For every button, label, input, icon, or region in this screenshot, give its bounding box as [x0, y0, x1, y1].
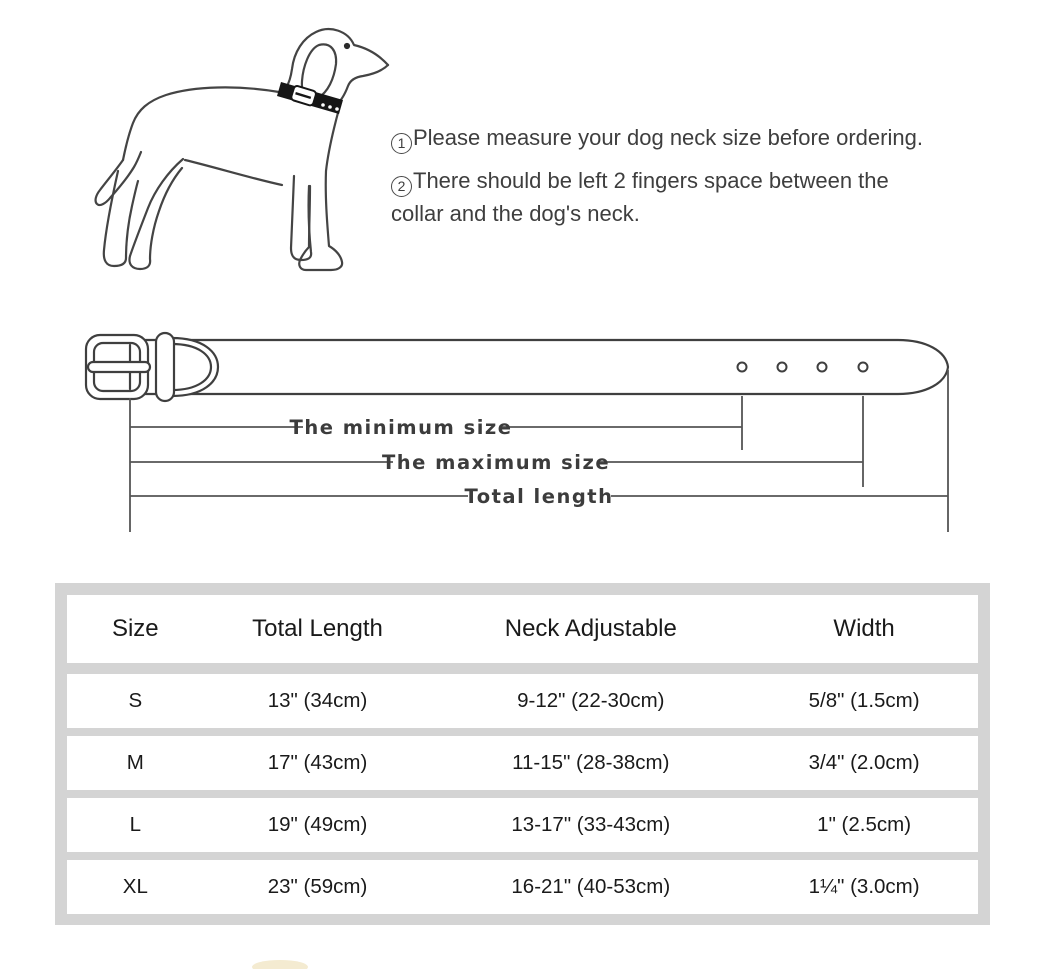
table-cell: M — [126, 751, 144, 774]
instruction-item — [391, 164, 999, 230]
header-cell: Width — [833, 615, 895, 642]
instruction-item — [391, 121, 999, 154]
dog-eye — [344, 43, 350, 49]
table-row — [67, 798, 978, 852]
table-row — [67, 674, 978, 728]
size-chart — [55, 583, 990, 925]
collar-keeper-loop — [156, 333, 174, 401]
collar-buckle-prong — [88, 362, 150, 372]
measurement-instructions — [391, 121, 999, 240]
dog-illustration — [90, 8, 412, 300]
dog-jaw-outline — [336, 65, 388, 105]
collar-measurement-diagram — [60, 330, 955, 540]
dog-rear-near-leg — [129, 159, 183, 269]
table-cell: 13" (34cm) — [267, 689, 368, 712]
table-cell: 9-12" (22-30cm) — [517, 689, 665, 712]
table-cell: 3/4" (2.0cm) — [808, 751, 920, 774]
table-cell: 1" (2.5cm) — [817, 813, 912, 836]
table-cell: 17" (43cm) — [267, 751, 368, 774]
table-cell: 19" (49cm) — [267, 813, 368, 836]
table-row — [67, 860, 978, 914]
table-cell: L — [129, 813, 142, 836]
header-cell: Size — [111, 615, 159, 642]
header-cell: Total Length — [252, 615, 383, 642]
table-cell: 5/8" (1.5cm) — [808, 689, 920, 712]
cut-off-logo-fragment — [252, 960, 308, 969]
dog-front-near-leg — [299, 109, 342, 270]
maximum-size-label: The maximum size — [381, 451, 611, 474]
dog-belly-line — [185, 160, 282, 185]
instruction-text: Please measure your dog neck size before ordering. — [413, 125, 923, 150]
total-length-label: Total length — [464, 485, 614, 508]
header-cell: Neck Adjustable — [504, 615, 677, 642]
minimum-size-label: The minimum size — [289, 416, 513, 439]
dog-back-outline — [123, 87, 279, 160]
table-cell: 1¼" (3.0cm) — [808, 875, 920, 898]
table-cell: 11-15" (28-38cm) — [512, 751, 670, 774]
instruction-text: collar and the dog's neck. — [391, 201, 640, 226]
dog-collar-buckle — [290, 85, 316, 106]
table-cell: 23" (59cm) — [267, 875, 368, 898]
table-cell: 16-21" (40-53cm) — [511, 875, 671, 898]
circled-number-icon: 2 — [391, 176, 412, 197]
instruction-text: There should be left 2 fingers space between the — [413, 168, 889, 193]
circled-number-icon: 1 — [391, 133, 412, 154]
size-chart-header-row — [67, 595, 978, 663]
table-cell: XL — [122, 875, 148, 898]
table-cell: S — [128, 689, 143, 712]
table-cell: 13-17" (33-43cm) — [511, 813, 671, 836]
table-row — [67, 736, 978, 790]
